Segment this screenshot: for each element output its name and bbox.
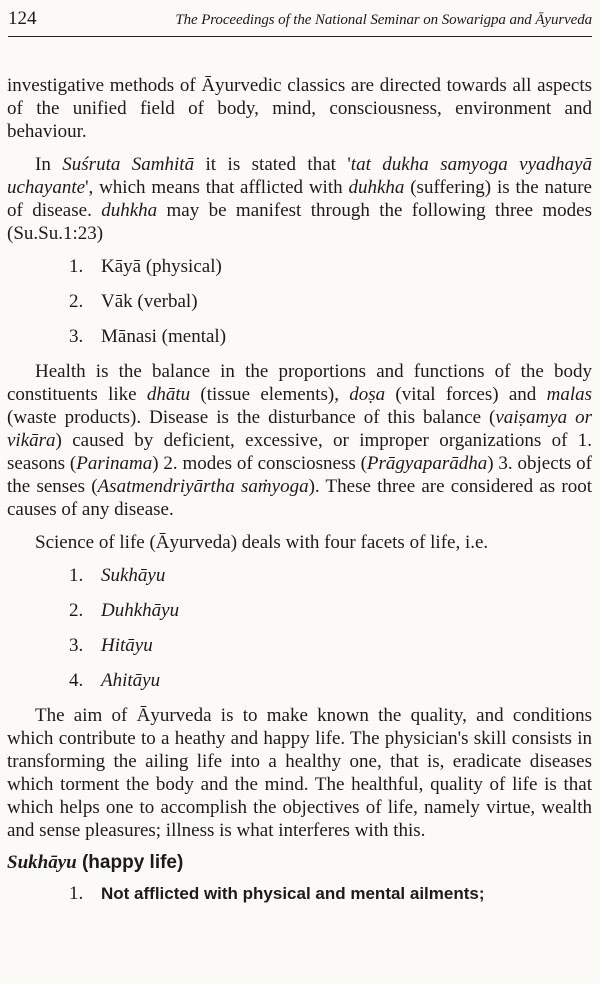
section-heading: Sukhāyu (happy life) [7,852,184,873]
list-item: 1. Sukhāyu [69,565,166,586]
page-number: 124 [8,8,37,29]
page-body [7,74,592,917]
paragraph-facets-intro: Science of life (Āyurveda) deals with four facets of life, i.e. [35,532,489,553]
list-item: 3. Hitāyu [69,635,153,656]
page-header [8,6,592,37]
list-item: 1. Kāyā (physical) [69,256,222,277]
running-title: The Proceedings of the National Seminar on Sowarigpa and Āyurveda [175,12,592,28]
paragraph-susruta: In Suśruta Samhitā it is stated that 'tat dukha samyoga vyadhayā uchayante', which means that afflicted with duhkha (suffering) is the nature of disease. duhkha may be manifest through the following three modes (Su.Su.1:23) [7,154,592,244]
list-item: 2. Vāk (verbal) [69,291,198,312]
paragraph-continuation: investigative methods of Āyurvedic classics are directed towards all aspects of the unified field of body, mind, consciousness, environment and behaviour. [7,75,592,142]
sukhayu-list [7,882,592,905]
facets-list [7,564,592,692]
paragraph-health: Health is the balance in the proportions and functions of the body constituents like dhātu (tissue elements), doṣa (vital forces) and malas (waste products). Disease is the disturbance of this balance (vaiṣamya or vikāra) caused by deficient, excessive, or improper organizations of 1. seasons (Parinama) 2. modes of consciosness (Prāgyaparādha) 3. objects of the senses (Asatmendriyārtha saṁyoga). These three are considered as root causes of any disease. [7,361,593,520]
list-item: 1. Not afflicted with physical and mental ailments; [69,883,485,904]
list-item: 3. Mānasi (mental) [69,326,227,347]
list-item: 4. Ahitāyu [69,670,161,691]
paragraph-aim: The aim of Āyurveda is to make known the quality, and conditions which contribute to a heathy and happy life. The physician's skill consists in transforming the ailing life into a healthy one, that is, eradicate diseases which torment the body and the mind. The healthful, quality of life is that which helps one to accomplish the objectives of life, namely virtue, wealth and sense pleasures; illness is what interferes with this. [7,705,592,841]
modes-list [7,255,592,348]
list-item: 2. Duhkhāyu [69,600,180,621]
